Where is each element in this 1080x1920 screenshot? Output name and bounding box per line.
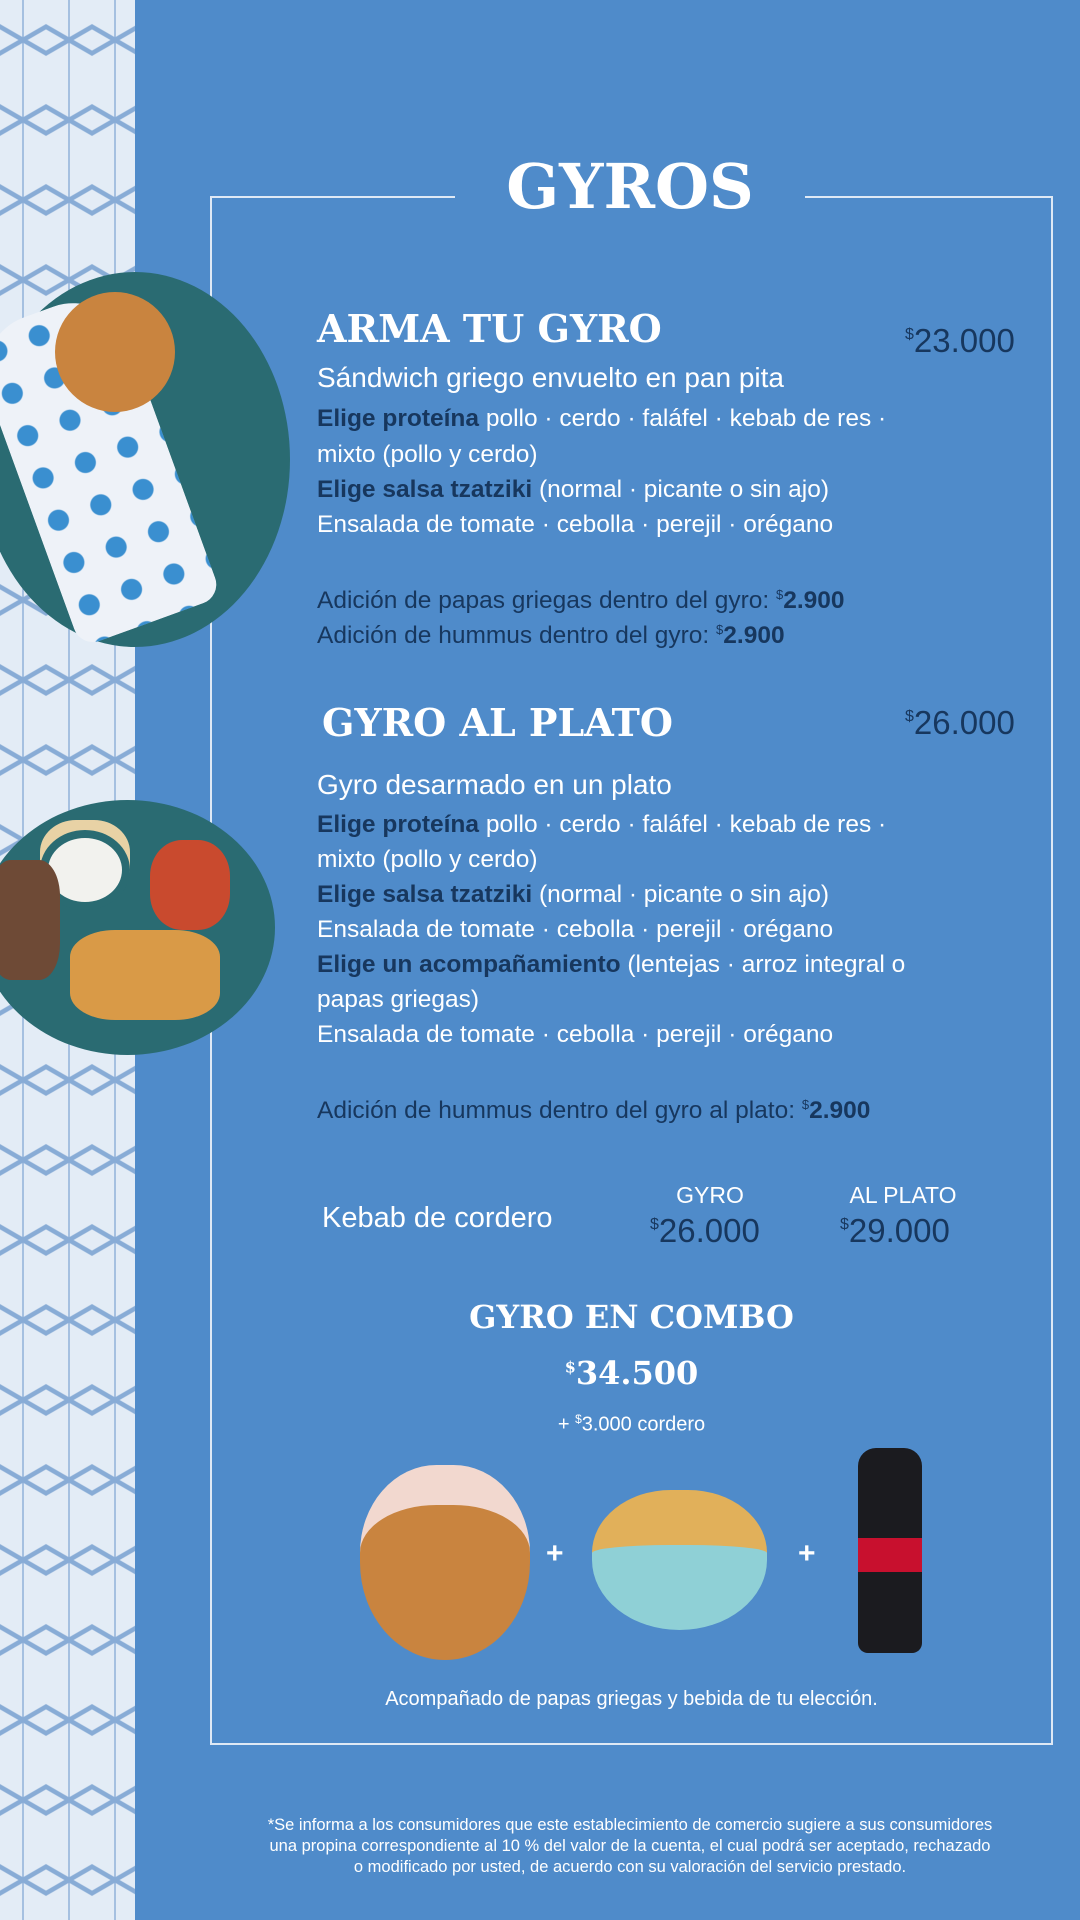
plato-side-line xyxy=(317,947,905,983)
currency-symbol: $ xyxy=(575,1412,582,1426)
label: Elige salsa tzatziki xyxy=(317,881,533,908)
label: Elige proteína xyxy=(317,405,480,432)
arma-subtitle: Sándwich griego envuelto en pan pita xyxy=(317,362,785,393)
options: (normal · picante o sin ajo) xyxy=(532,881,830,908)
plato-side-line-2: papas griegas) xyxy=(317,986,480,1013)
combo-heading: GYRO EN COMBO xyxy=(469,1298,794,1336)
combo-soda-bottle-image xyxy=(858,1448,922,1653)
arma-sauce-line xyxy=(317,472,829,508)
kebab-col-al-plato: AL PLATO xyxy=(849,1182,957,1208)
gyro-al-plato-heading: GYRO AL PLATO xyxy=(322,700,673,745)
options: (normal · picante o sin ajo) xyxy=(532,476,830,503)
currency-symbol: $ xyxy=(776,587,784,602)
kebab-plato-price xyxy=(840,1212,950,1250)
options: pollo · cerdo · faláfel · kebab de res · xyxy=(479,405,887,432)
label: Elige salsa tzatziki xyxy=(317,476,533,503)
combo-fries-bowl-image xyxy=(592,1490,767,1630)
plato-sauce-line xyxy=(317,877,829,913)
combo-price xyxy=(210,1354,1053,1392)
arma-protein-line-2: mixto (pollo y cerdo) xyxy=(317,441,538,468)
text: Adición de hummus dentro del gyro al plato: xyxy=(317,1097,802,1125)
page-title: GYROS xyxy=(506,150,754,223)
label: Elige un acompañamiento xyxy=(317,951,621,978)
price: 3.000 xyxy=(581,1413,632,1436)
price: 2.900 xyxy=(783,587,845,615)
currency-symbol: $ xyxy=(840,1216,849,1233)
options: (lentejas · arroz integral o xyxy=(620,951,906,978)
plato-salad-line-2: Ensalada de tomate · cebolla · perejil · orégano xyxy=(317,1021,834,1048)
currency-symbol: $ xyxy=(650,1216,659,1233)
text: Adición de papas griegas dentro del gyro: xyxy=(317,587,776,615)
arma-protein-line xyxy=(317,401,886,437)
disclaimer-line: una propina correspondiente al 10 % del valor de la cuenta, el cual podrá ser aceptado, rechazado xyxy=(269,1837,991,1855)
currency-symbol: $ xyxy=(801,1097,810,1112)
plus-icon: + xyxy=(546,1537,564,1570)
price-value: 23.000 xyxy=(913,322,1015,359)
combo-note: Acompañado de papas griegas y bebida de tu elección. xyxy=(385,1688,878,1710)
price: 2.900 xyxy=(723,622,785,650)
tip-disclaimer xyxy=(200,1815,1060,1878)
combo-gyro-image xyxy=(360,1465,530,1660)
label: Elige proteína xyxy=(317,811,480,838)
currency-symbol: $ xyxy=(564,1357,576,1377)
gyro-al-plato-price xyxy=(905,704,1015,742)
price-value: 29.000 xyxy=(848,1212,950,1249)
plato-salad-line: Ensalada de tomate · cebolla · perejil · orégano xyxy=(317,916,834,943)
arma-salad-line: Ensalada de tomate · cebolla · perejil · orégano xyxy=(317,511,834,538)
plato-protein-line xyxy=(317,807,886,843)
disclaimer-line: o modificado por usted, de acuerdo con su valoración del servicio prestado. xyxy=(353,1858,907,1876)
kebab-gyro-price xyxy=(650,1212,760,1250)
arma-tu-gyro-price xyxy=(905,322,1015,360)
price-value: 26.000 xyxy=(913,704,1015,741)
currency-symbol: $ xyxy=(716,622,724,637)
options: pollo · cerdo · faláfel · kebab de res · xyxy=(479,811,887,838)
text: + xyxy=(557,1413,576,1436)
plato-subtitle: Gyro desarmado en un plato xyxy=(317,769,672,800)
price: 2.900 xyxy=(809,1097,871,1125)
price-value: 26.000 xyxy=(658,1212,760,1249)
currency-symbol: $ xyxy=(905,708,914,725)
currency-symbol: $ xyxy=(905,326,914,343)
arma-tu-gyro-heading: ARMA TU GYRO xyxy=(317,306,662,351)
plus-icon: + xyxy=(798,1537,816,1570)
disclaimer-line: *Se informa a los consumidores que este establecimiento de comercio sugiere a sus consumidores xyxy=(267,1816,993,1834)
kebab-col-gyro: GYRO xyxy=(676,1182,744,1208)
combo-lamb-extra xyxy=(210,1412,1053,1437)
arma-addition-hummus xyxy=(317,612,785,654)
kebab-cordero-label: Kebab de cordero xyxy=(322,1202,553,1234)
plato-addition-hummus xyxy=(317,1087,870,1129)
plato-protein-line-2: mixto (pollo y cerdo) xyxy=(317,846,538,873)
text: Adición de hummus dentro del gyro: xyxy=(317,622,717,650)
price-value: 34.500 xyxy=(575,1354,699,1392)
text: cordero xyxy=(631,1413,706,1436)
